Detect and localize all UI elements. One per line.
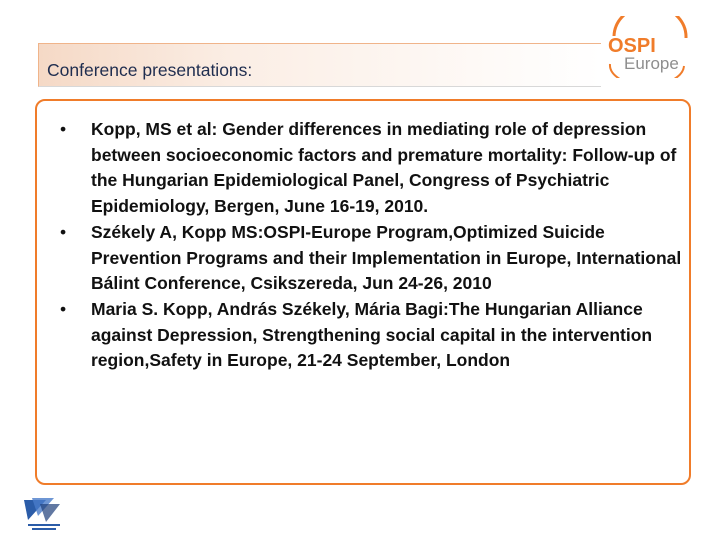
content-box	[35, 99, 691, 485]
page-title: Conference presentations:	[47, 60, 253, 80]
list-item	[53, 220, 683, 297]
eu-research-logo	[20, 494, 68, 534]
title-bar	[38, 43, 601, 87]
list-item-text: Székely A, Kopp MS:OSPI-Europe Program,Optimized Suicide Prevention Programs and their Implementation in Europe, International Bálint Conference, Csikszereda, Jun 24-26, 2010	[91, 221, 682, 294]
list-item-text: Maria S. Kopp, András Székely, Mária Bagi:The Hungarian Alliance against Depression, Strengthening social capital in the intervention region,Safety in Europe, 21-24 September, London	[91, 298, 653, 371]
logo-line1: OSPI	[608, 35, 656, 57]
list-item-text: Kopp, MS et al: Gender differences in mediating role of depression between socioeconomic factors and premature mortality: Follow-up of the Hungarian Epidemiological Panel, Congress of Psychiatric Epidemiology, Bergen, June 16-19, 2010.	[91, 119, 677, 217]
list-item	[53, 297, 683, 374]
list-item	[53, 117, 683, 220]
logo-line2: Europe	[624, 54, 679, 73]
bullet-icon: •	[60, 221, 67, 242]
bullet-icon: •	[60, 119, 67, 139]
presentation-list	[53, 117, 683, 374]
bullet-icon: •	[60, 298, 67, 319]
ospi-europe-logo	[600, 16, 692, 78]
